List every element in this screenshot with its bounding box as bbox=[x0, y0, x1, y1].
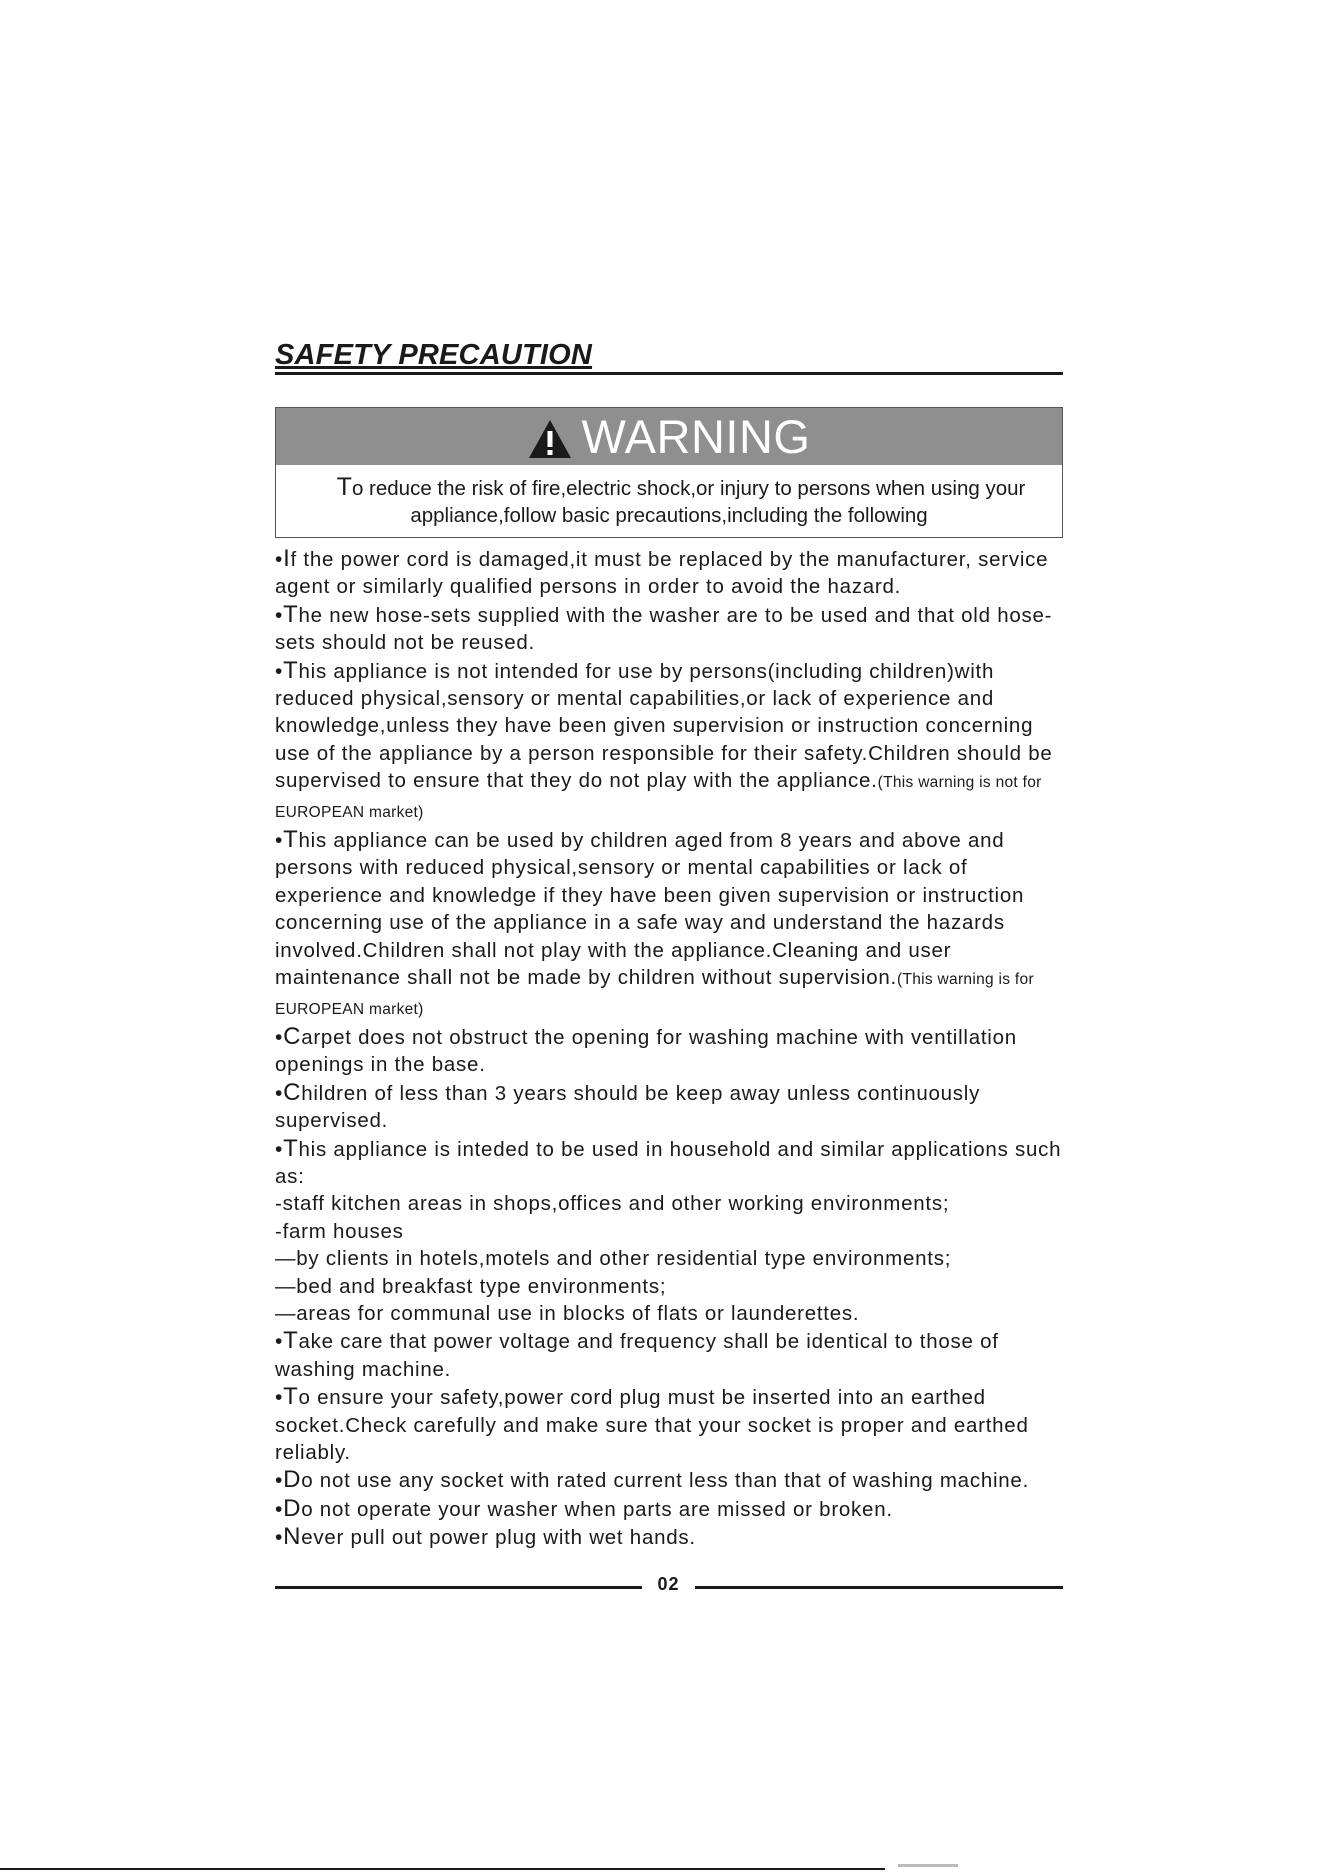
precaution-item bbox=[275, 1383, 1063, 1466]
precaution-lead: I bbox=[283, 545, 291, 572]
bullet-icon: • bbox=[275, 1497, 284, 1521]
bullet-icon: • bbox=[275, 1469, 284, 1493]
manual-page bbox=[275, 336, 1063, 1600]
precaution-item bbox=[275, 1495, 1063, 1523]
precaution-item bbox=[275, 826, 1063, 1023]
precaution-lead: N bbox=[283, 1523, 302, 1551]
precaution-lead: D bbox=[283, 1466, 302, 1494]
page-footer bbox=[275, 1574, 1063, 1600]
precaution-text: f the power cord is damaged,it must be replaced by the manufacturer, service agent or similarly qualified persons in order to avoid the hazard. bbox=[275, 548, 1049, 599]
application-list-item: -staff kitchen areas in shops,offices and other working environments; bbox=[275, 1192, 950, 1216]
warning-text-line2: appliance,follow basic precautions,including the following bbox=[410, 504, 928, 527]
precaution-text: hildren of less than 3 years should be keep away unless continuously supervised. bbox=[275, 1081, 981, 1133]
market-note: (This warning is not for EUROPEAN market) bbox=[275, 774, 1042, 821]
bullet-icon: • bbox=[275, 829, 284, 853]
precaution-lead: C bbox=[283, 1078, 302, 1106]
precaution-lead: C bbox=[283, 1022, 302, 1050]
precaution-item bbox=[275, 1023, 1063, 1079]
bullet-icon: • bbox=[275, 1330, 284, 1354]
warning-triangle-icon bbox=[528, 419, 572, 459]
precaution-text: ever pull out power plug with wet hands. bbox=[301, 1526, 696, 1550]
precaution-text: arpet does not obstruct the opening for washing machine with ventillation openings in the base. bbox=[275, 1025, 1017, 1077]
bullet-icon: • bbox=[275, 659, 284, 683]
precaution-item bbox=[275, 1079, 1063, 1135]
application-list-item: -farm houses bbox=[275, 1219, 404, 1243]
application-list-item: —by clients in hotels,motels and other residential type environments; bbox=[275, 1247, 952, 1271]
precaution-lead: T bbox=[283, 826, 299, 854]
bullet-icon: • bbox=[275, 1137, 284, 1161]
precaution-text: o not use any socket with rated current less than that of washing machine. bbox=[301, 1469, 1030, 1493]
precaution-body bbox=[275, 545, 1063, 1552]
section-title: SAFETY PRECAUTION bbox=[275, 339, 593, 371]
precaution-text: his appliance is not intended for use by persons(including children)with reduced physical,sensory or mental capabilities,or lack of experience and knowledge,unless they have been given supervision or instruction concerning use of the appliance by a person responsible for their safety.Children should be supervised to ensure that they do not play with the appliance. bbox=[275, 659, 1053, 793]
warning-text-lead: T bbox=[336, 473, 352, 501]
precaution-text: o not operate your washer when parts are missed or broken. bbox=[301, 1497, 893, 1521]
precaution-item bbox=[275, 601, 1063, 657]
precaution-text: o ensure your safety,power cord plug must be inserted into an earthed socket.Check carefully and make sure that your socket is proper and earthed reliably. bbox=[275, 1386, 1029, 1464]
page-number: 02 bbox=[657, 1573, 680, 1594]
precaution-lead: T bbox=[283, 1383, 299, 1411]
precaution-lead: T bbox=[283, 1134, 299, 1162]
bullet-icon: • bbox=[275, 1025, 284, 1049]
precaution-text: his appliance can be used by children aged from 8 years and above and persons with reduced physical,sensory or mental capabilities or lack of experience and knowledge if they have been given supervision or instruction concerning use of the appliance in a safe way and understand the hazards involved.Children shall not play with the appliance.Cleaning and user maintenance shall not be made by children without supervision. bbox=[275, 829, 1025, 990]
precaution-item bbox=[275, 1523, 1063, 1551]
precaution-lead: D bbox=[283, 1494, 302, 1522]
precaution-item bbox=[275, 1135, 1063, 1191]
precaution-lead: T bbox=[283, 1327, 299, 1355]
warning-text-line1 bbox=[276, 474, 1062, 502]
precaution-text: he new hose-sets supplied with the washer are to be used and that old hose-sets should not be reused. bbox=[275, 603, 1053, 655]
precaution-item bbox=[275, 1466, 1063, 1494]
bullet-icon: • bbox=[275, 1081, 284, 1105]
precaution-item bbox=[275, 545, 1063, 601]
warning-text bbox=[276, 465, 1062, 537]
warning-band bbox=[276, 408, 1062, 465]
precaution-text: ake care that power voltage and frequency shall be identical to those of washing machine. bbox=[275, 1330, 999, 1381]
warning-box bbox=[275, 407, 1063, 538]
precaution-text: his appliance is inteded to be used in household and similar applications such as: bbox=[275, 1137, 1062, 1188]
application-list-item: —bed and breakfast type environments; bbox=[275, 1274, 667, 1298]
precaution-item bbox=[275, 657, 1063, 826]
precaution-item bbox=[275, 1327, 1063, 1383]
market-note: (This warning is for EUROPEAN market) bbox=[275, 971, 1034, 1018]
footer-rule-left bbox=[275, 1586, 642, 1589]
section-header bbox=[275, 336, 1063, 375]
footer-rule-right bbox=[695, 1586, 1063, 1589]
scan-edge-smudge bbox=[898, 1864, 958, 1867]
precaution-lead: T bbox=[283, 656, 299, 684]
bullet-icon: • bbox=[275, 1386, 284, 1410]
scan-edge-rule bbox=[0, 1868, 885, 1870]
application-list-item: —areas for communal use in blocks of flats or launderettes. bbox=[275, 1301, 860, 1325]
bullet-icon: • bbox=[275, 548, 284, 571]
bullet-icon: • bbox=[275, 603, 284, 627]
precaution-lead: T bbox=[283, 600, 299, 628]
warning-title: WARNING bbox=[581, 409, 811, 463]
bullet-icon: • bbox=[275, 1526, 284, 1550]
warning-text-rest: o reduce the risk of fire,electric shock,or injury to persons when using your bbox=[351, 477, 1026, 500]
